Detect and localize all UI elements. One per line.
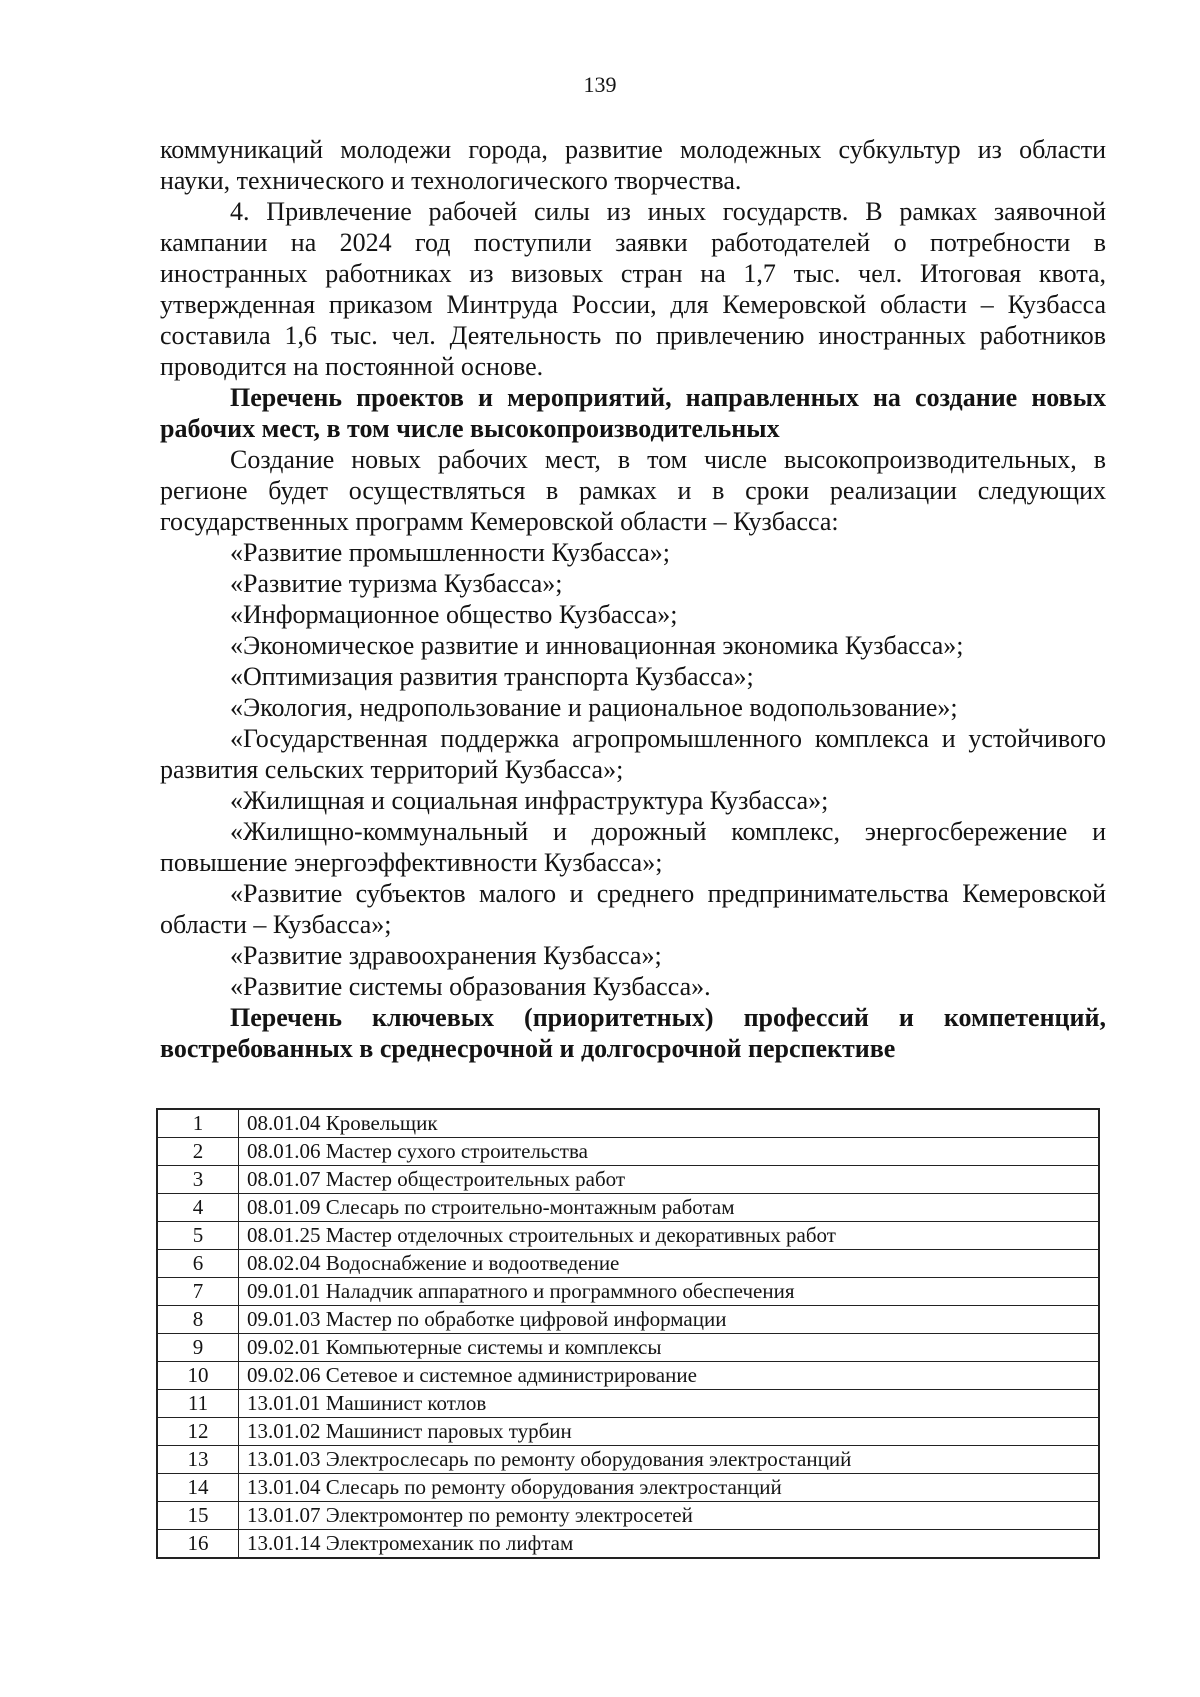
profession-name: 08.01.06 Мастер сухого строительства — [239, 1138, 1100, 1166]
profession-name: 13.01.02 Машинист паровых турбин — [239, 1418, 1100, 1446]
profession-name: 13.01.03 Электрослесарь по ремонту оборудования электростанций — [239, 1446, 1100, 1474]
profession-name: 08.01.25 Мастер отделочных строительных и декоративных работ — [239, 1222, 1100, 1250]
profession-name: 13.01.07 Электромонтер по ремонту электросетей — [239, 1502, 1100, 1530]
row-number: 16 — [157, 1530, 239, 1559]
heading-professions: Перечень ключевых (приоритетных) профессий и компетенций, востребованных в среднесрочной и долгосрочной перспективе — [160, 1003, 1106, 1063]
row-number: 6 — [157, 1250, 239, 1278]
document-body — [160, 134, 1106, 1064]
table-row — [157, 1418, 1099, 1446]
row-number: 8 — [157, 1306, 239, 1334]
profession-name: 09.01.01 Наладчик аппаратного и программного обеспечения — [239, 1278, 1100, 1306]
program-item: «Экономическое развитие и инновационная экономика Кузбасса»; — [230, 631, 964, 660]
row-number: 9 — [157, 1334, 239, 1362]
program-item: «Государственная поддержка агропромышленного комплекса и устойчивого развития сельских территорий Кузбасса»; — [160, 724, 1106, 784]
table-row — [157, 1362, 1099, 1390]
program-item: «Развитие туризма Кузбасса»; — [230, 569, 563, 598]
profession-name: 08.01.07 Мастер общестроительных работ — [239, 1166, 1100, 1194]
row-number: 12 — [157, 1418, 239, 1446]
page-number: 139 — [583, 72, 617, 97]
paragraph-programs-intro: Создание новых рабочих мест, в том числе высокопроизводительных, в регионе будет осуществляться в рамках и в сроки реализации следующих государственных программ Кемеровской области – Кузбасса: — [160, 445, 1106, 536]
table-row — [157, 1222, 1099, 1250]
professions-table — [156, 1108, 1100, 1559]
row-number: 13 — [157, 1446, 239, 1474]
profession-name: 13.01.14 Электромеханик по лифтам — [239, 1530, 1100, 1559]
table-row — [157, 1194, 1099, 1222]
row-number: 7 — [157, 1278, 239, 1306]
row-number: 15 — [157, 1502, 239, 1530]
table-row — [157, 1334, 1099, 1362]
profession-name: 09.01.03 Мастер по обработке цифровой информации — [239, 1306, 1100, 1334]
table-row — [157, 1530, 1099, 1559]
profession-name: 08.01.04 Кровельщик — [239, 1109, 1100, 1138]
program-item: «Развитие промышленности Кузбасса»; — [230, 538, 671, 567]
table-row — [157, 1446, 1099, 1474]
heading-projects: Перечень проектов и мероприятий, направленных на создание новых рабочих мест, в том числе высокопроизводительных — [160, 383, 1106, 443]
row-number: 14 — [157, 1474, 239, 1502]
row-number: 1 — [157, 1109, 239, 1138]
program-item: «Жилищная и социальная инфраструктура Кузбасса»; — [230, 786, 829, 815]
profession-name: 13.01.01 Машинист котлов — [239, 1390, 1100, 1418]
table-row — [157, 1306, 1099, 1334]
row-number: 11 — [157, 1390, 239, 1418]
row-number: 3 — [157, 1166, 239, 1194]
program-item: «Информационное общество Кузбасса»; — [230, 600, 678, 629]
program-item: «Экология, недропользование и рациональное водопользование»; — [230, 693, 958, 722]
table-row — [157, 1138, 1099, 1166]
table-row — [157, 1166, 1099, 1194]
table-row — [157, 1250, 1099, 1278]
profession-name: 09.02.01 Компьютерные системы и комплексы — [239, 1334, 1100, 1362]
profession-name: 13.01.04 Слесарь по ремонту оборудования электростанций — [239, 1474, 1100, 1502]
table-row — [157, 1474, 1099, 1502]
profession-name: 08.01.09 Слесарь по строительно-монтажным работам — [239, 1194, 1100, 1222]
table-row — [157, 1109, 1099, 1138]
table-row — [157, 1502, 1099, 1530]
row-number: 2 — [157, 1138, 239, 1166]
row-number: 4 — [157, 1194, 239, 1222]
program-item: «Развитие субъектов малого и среднего предпринимательства Кемеровской области – Кузбасса»; — [160, 879, 1106, 939]
row-number: 10 — [157, 1362, 239, 1390]
table-row — [157, 1390, 1099, 1418]
profession-name: 08.02.04 Водоснабжение и водоотведение — [239, 1250, 1100, 1278]
program-item: «Жилищно-коммунальный и дорожный комплекс, энергосбережение и повышение энергоэффективности Кузбасса»; — [160, 817, 1106, 877]
table-row — [157, 1278, 1099, 1306]
program-item: «Развитие здравоохранения Кузбасса»; — [230, 941, 662, 970]
program-item: «Оптимизация развития транспорта Кузбасса»; — [230, 662, 754, 691]
paragraph-foreign-labor: 4. Привлечение рабочей силы из иных государств. В рамках заявочной кампании на 2024 год поступили заявки работодателей о потребности в иностранных работниках из визовых стран на 1,7 тыс. чел. Итоговая квота, утвержденная приказом Минтруда России, для Кемеровской области – Кузбасса составила 1,6 тыс. чел. Деятельность по привлечению иностранных работников проводится на постоянной основе. — [160, 197, 1106, 381]
profession-name: 09.02.06 Сетевое и системное администрирование — [239, 1362, 1100, 1390]
program-item: «Развитие системы образования Кузбасса». — [230, 972, 711, 1001]
row-number: 5 — [157, 1222, 239, 1250]
paragraph-continuation: коммуникаций молодежи города, развитие молодежных субкультур из области науки, технического и технологического творчества. — [160, 135, 1106, 195]
